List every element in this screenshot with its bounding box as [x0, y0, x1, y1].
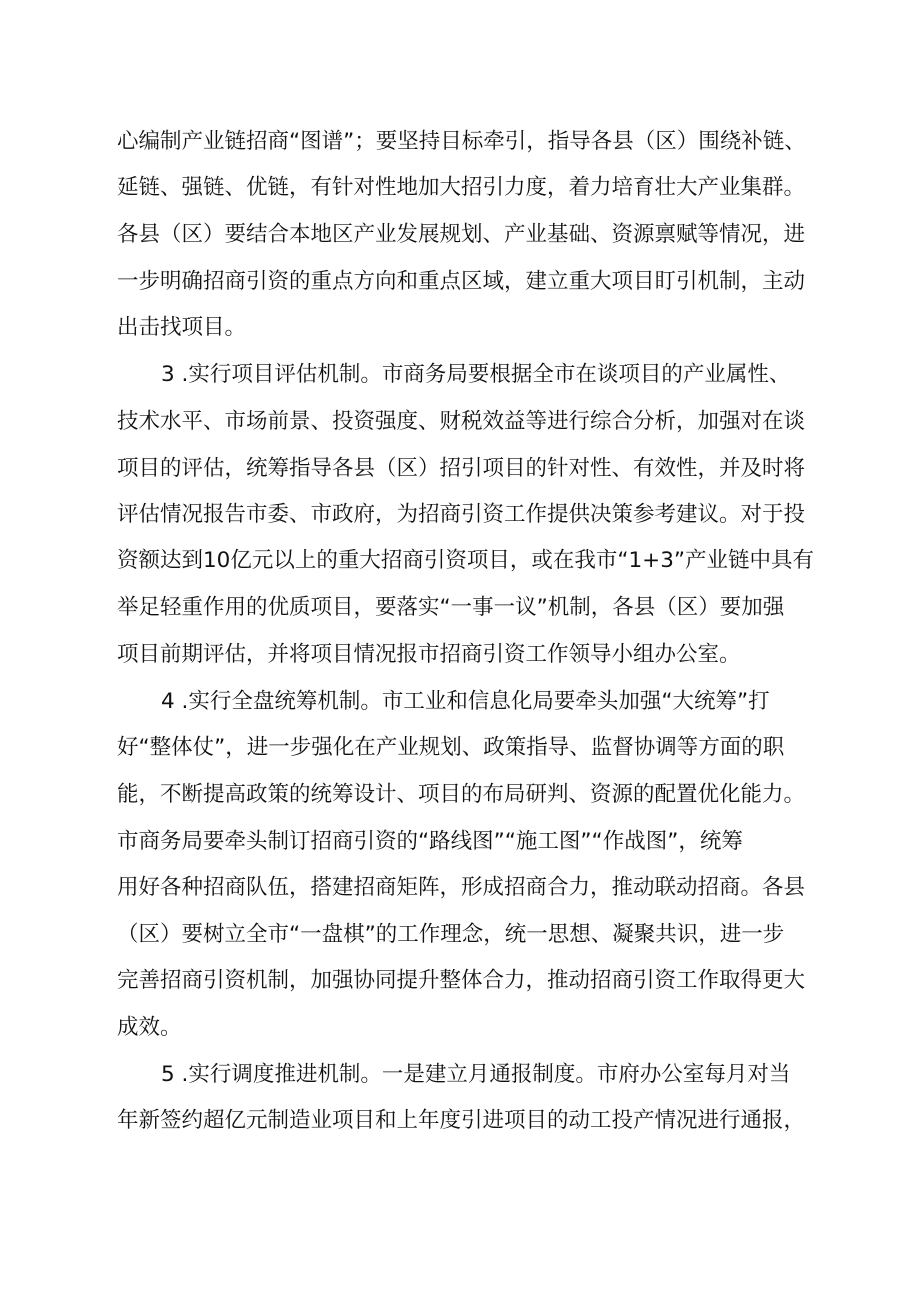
- text-line: 评估情况报告市委、市政府，为招商引资工作提供决策参考建议。对于投: [117, 502, 806, 527]
- text-line: 完善招商引资机制，加强协同提升整体合力，推动招商引资工作取得更大: [117, 968, 806, 993]
- text-line: 资额达到10亿元以上的重大招商引资项目，或在我市“1+3”产业链中具有: [117, 548, 815, 573]
- text-line: 出击找项目。: [117, 315, 247, 340]
- text-line: 一步明确招商引资的重点方向和重点区域，建立重大项目盯引机制，主动: [117, 269, 806, 294]
- text-line: 能，不断提高政策的统筹设计、项目的布局研判、资源的配置优化能力。: [117, 782, 806, 807]
- text-line: 成效。: [117, 1015, 182, 1040]
- text-line: 技术水平、市场前景、投资强度、财税效益等进行综合分析，加强对在谈: [117, 409, 806, 434]
- text-line: 项目前期评估，并将项目情况报市招商引资工作领导小组办公室。: [117, 642, 741, 667]
- paragraph-start-line: 3 .实行项目评估机制。市商务局要根据全市在谈项目的产业属性、: [161, 362, 791, 387]
- text-line: 用好各种招商队伍，搭建招商矩阵，形成招商合力，推动联动招商。各县: [117, 875, 806, 900]
- text-line: 市商务局要牵头制订招商引资的“路线图”“施工图”“作战图”，统筹: [117, 829, 743, 854]
- text-line: （区）要树立全市“一盘棋”的工作理念，统一思想、凝聚共识，进一步: [117, 922, 785, 947]
- text-line: 各县（区）要结合本地区产业发展规划、产业基础、资源禀赋等情况，进: [117, 222, 806, 247]
- text-line: 项目的评估，统筹指导各县（区）招引项目的针对性、有效性，并及时将: [117, 456, 806, 481]
- text-line: 举足轻重作用的优质项目，要落实“一事一议”机制，各县（区）要加强: [117, 595, 785, 620]
- text-line: 心编制产业链招商“图谱”；要坚持目标牵引，指导各县（区）围绕补链、: [117, 129, 806, 154]
- text-line: 年新签约超亿元制造业项目和上年度引进项目的动工投产情况进行通报，: [117, 1108, 806, 1133]
- text-line: 延链、强链、优链，有针对性地加大招引力度，着力培育壮大产业集群。: [117, 175, 806, 200]
- paragraph-start-line: 4 .实行全盘统筹机制。市工业和信息化局要牵头加强“大统筹”打: [161, 689, 770, 714]
- paragraph-start-line: 5 .实行调度推进机制。一是建立月通报制度。市府办公室每月对当: [161, 1062, 791, 1087]
- text-line: 好“整体仗”，进一步强化在产业规划、政策指导、监督协调等方面的职: [117, 735, 785, 760]
